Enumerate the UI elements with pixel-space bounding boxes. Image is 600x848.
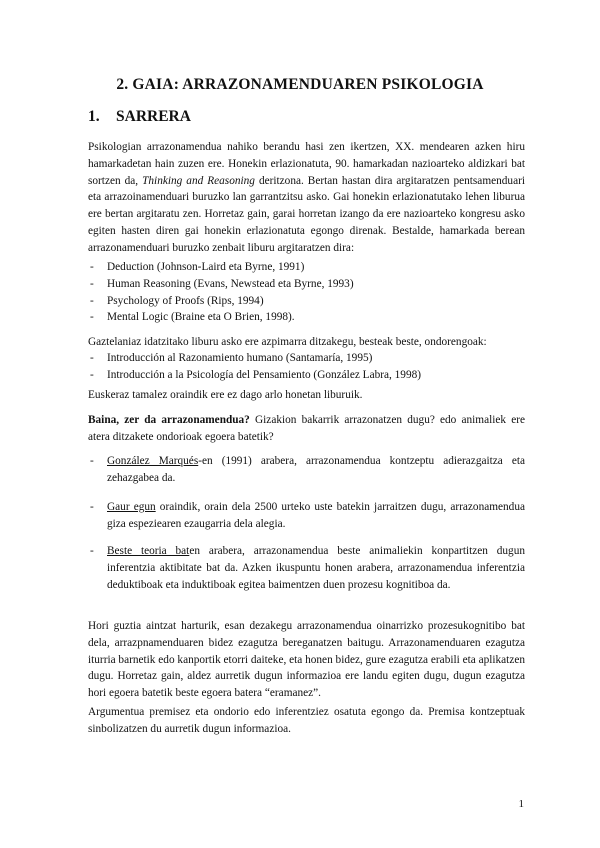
intro-text-2: deritzona. Bertan hastan dira argitaratzen pentsamenduari eta arrazoinamenduari buruzko lan garrantzitsu asko. Gai honekin erlazionatutako lehen liburua ere bertan argitaratu zen. Horretaz gain, garai horretan izango da ere nazioarteko kongresu asko egiten hasten diren gai honekin erlazionatuta egongo direnak. Bestalde, hamarkada berean arrazonamenduari buruzko zenbait liburu argitaratzen dira: bbox=[88, 174, 525, 254]
intro-paragraph bbox=[88, 139, 525, 257]
list-item: - Introducción al Razonamiento humano (Santamaría, 1995) bbox=[90, 352, 373, 364]
list-item: - Introducción a la Psicología del Pensamiento (González Labra, 1998) bbox=[90, 368, 422, 381]
view-item-2 bbox=[88, 499, 525, 533]
section-number: 1. bbox=[88, 108, 100, 125]
section-label: SARRERA bbox=[116, 108, 191, 125]
english-books-list bbox=[88, 259, 525, 326]
page-number: 1 bbox=[518, 798, 524, 810]
view-item-1 bbox=[88, 453, 525, 487]
list-item: - Gaur egun oraindik, orain dela 2500 urteko uste batekin jarraitzen dugu, arrazonamendua giza espeziearen ezaugarria dela alegia. bbox=[90, 501, 525, 530]
spanish-books-intro: Gaztelaniaz idatzitako liburu asko ere azpimarra ditzakegu, besteak beste, ondorengoak: bbox=[88, 336, 487, 348]
question-bold: Baina, zer da arrazonamendua? bbox=[88, 414, 250, 426]
view-item-3 bbox=[88, 543, 525, 593]
list-item: - Beste teoria baten arabera, arrazonamendua beste animaliekin konpartitzen dugun inferentzia aktibitate bat da. Azken ikuspuntu honen arabera, arrazonamendua inferentzia deduktiboak eta induktiboak egitea baimentzen duen prozesu kognitiboa da. bbox=[90, 545, 525, 591]
list-item: - Mental Logic (Braine eta O Brien, 1998). bbox=[90, 311, 295, 324]
list-item: - González Marqués-en (1991) arabera, arrazonamendua kontzeptu adierazgaitza eta zehazgabea da. bbox=[90, 455, 525, 484]
list-item: - Human Reasoning (Evans, Newstead eta Byrne, 1993) bbox=[90, 277, 354, 290]
spanish-books-list bbox=[88, 350, 525, 384]
final-paragraph: Argumentua premisez eta ondorio edo inferentziez osatuta egongo da. Premisa kontzeptuak sinbolizatzen du aurretik dugun informazioa. bbox=[88, 706, 525, 735]
section-heading bbox=[88, 108, 191, 126]
conclusion-paragraph: Hori guztia aintzat harturik, esan dezakegu arrazonamendua oinarrizko prozesukognitibo bat dela, arrazpnamenduaren bidez ezagutza bereganatzen baitugu. Arrazonamenduaren ezagutza iturria barnetik edo kanportik etorri daiteke, eta honen bidez, gure ezagutza erabili eta aplikatzen dugu. Horretaz gain, aldez aurretik dugun informazioa ere landu egiten dugu, dugun ezagutza hori egoera batetik beste egoera batera “eramanez”. bbox=[88, 620, 525, 700]
journal-title: Thinking and Reasoning bbox=[142, 174, 255, 187]
question-paragraph bbox=[88, 412, 525, 446]
intro-text-1: Psikologian arrazonamendua nahiko berandu hasi zen ikertzen, XX. mendearen azken hiru hamarkadetan hain zuzen ere. Honekin erlazionatuta, 90. hamarkadan nazioarteko aldizkari bat sortzen da, bbox=[88, 141, 525, 187]
list-item: - Psychology of Proofs (Rips, 1994) bbox=[90, 294, 264, 307]
chapter-title: 2. GAIA: ARRAZONAMENDUAREN PSIKOLOGIA bbox=[116, 76, 484, 93]
basque-note: Euskeraz tamalez oraindik ere ez dago arlo honetan liburuik. bbox=[88, 389, 363, 401]
question-text: Gizakion bakarrik arrazonatzen dugu? edo animaliek ere atera ditzakete ondorioak egoera batetik? bbox=[88, 414, 525, 443]
list-item: - Deduction (Johnson-Laird eta Byrne, 1991) bbox=[90, 261, 305, 273]
